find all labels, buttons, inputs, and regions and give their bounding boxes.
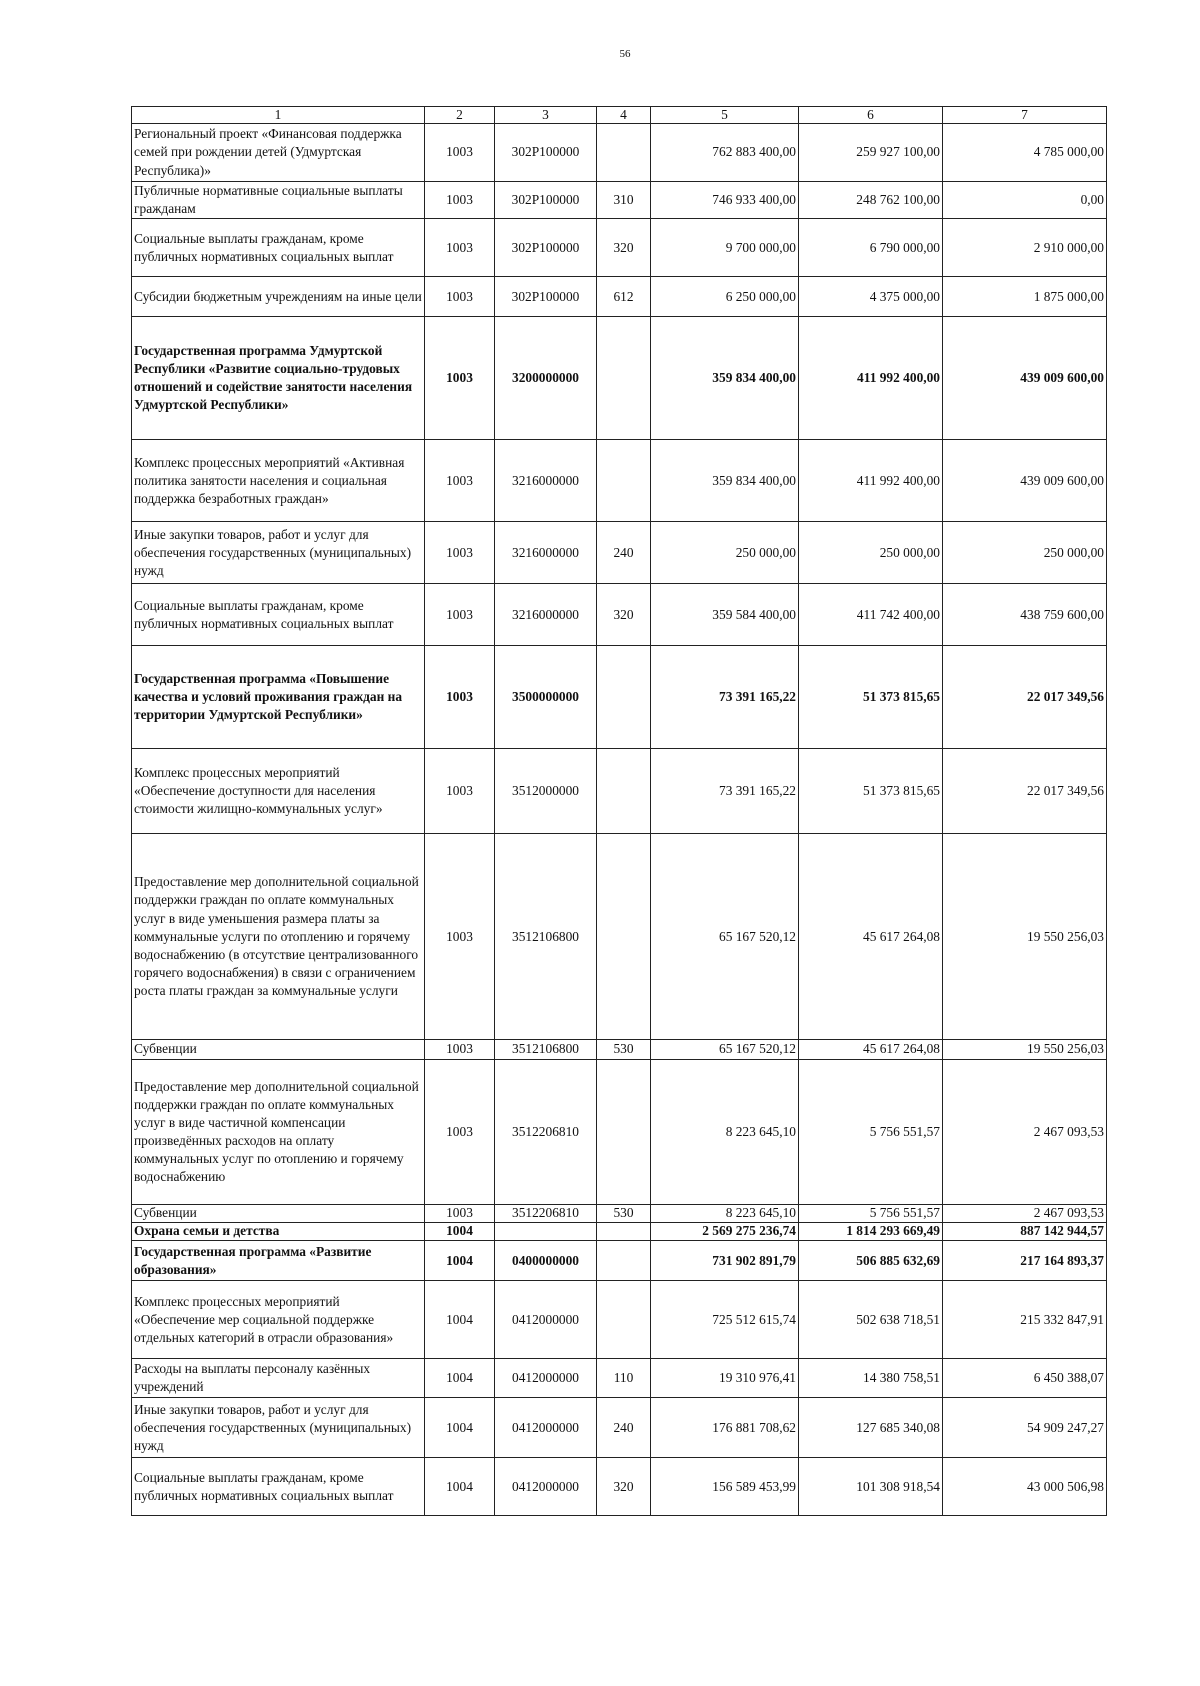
row-amount-col7: 439 009 600,00 bbox=[943, 317, 1107, 440]
row-section-code: 1003 bbox=[425, 182, 495, 219]
row-name: Публичные нормативные социальные выплаты гражданам bbox=[132, 182, 425, 219]
row-section-code: 1003 bbox=[425, 749, 495, 834]
row-amount-col6: 248 762 100,00 bbox=[799, 182, 943, 219]
row-expense-type bbox=[597, 440, 651, 522]
row-name: Государственная программа «Повышение качества и условий проживания граждан на территории Удмуртской Республики» bbox=[132, 646, 425, 749]
row-expense-type bbox=[597, 1241, 651, 1281]
row-section-code: 1003 bbox=[425, 646, 495, 749]
row-target-code: 3512206810 bbox=[495, 1060, 597, 1205]
row-amount-col6: 101 308 918,54 bbox=[799, 1458, 943, 1516]
row-name: Государственная программа «Развитие образования» bbox=[132, 1241, 425, 1281]
row-amount-col6: 4 375 000,00 bbox=[799, 277, 943, 317]
row-amount-col7: 22 017 349,56 bbox=[943, 749, 1107, 834]
row-amount-col6: 51 373 815,65 bbox=[799, 749, 943, 834]
row-name: Региональный проект «Финансовая поддержка семей при рождении детей (Удмуртская Республика)» bbox=[132, 124, 425, 182]
table-row bbox=[132, 584, 1107, 646]
row-expense-type bbox=[597, 1223, 651, 1241]
column-header: 6 bbox=[799, 107, 943, 124]
row-section-code: 1004 bbox=[425, 1458, 495, 1516]
row-amount-col7: 1 875 000,00 bbox=[943, 277, 1107, 317]
table-row bbox=[132, 124, 1107, 182]
row-amount-col6: 51 373 815,65 bbox=[799, 646, 943, 749]
table-row bbox=[132, 1205, 1107, 1223]
row-amount-col5: 2 569 275 236,74 bbox=[651, 1223, 799, 1241]
table-row bbox=[132, 1281, 1107, 1359]
row-section-code: 1003 bbox=[425, 834, 495, 1040]
row-amount-col7: 2 467 093,53 bbox=[943, 1060, 1107, 1205]
row-amount-col5: 65 167 520,12 bbox=[651, 834, 799, 1040]
row-expense-type: 110 bbox=[597, 1359, 651, 1398]
row-target-code: 3500000000 bbox=[495, 646, 597, 749]
row-amount-col6: 45 617 264,08 bbox=[799, 1040, 943, 1060]
row-amount-col6: 45 617 264,08 bbox=[799, 834, 943, 1040]
row-name: Комплекс процессных мероприятий «Активная политика занятости населения и социальная поддержка безработных граждан» bbox=[132, 440, 425, 522]
row-expense-type bbox=[597, 834, 651, 1040]
table-row bbox=[132, 1060, 1107, 1205]
row-target-code: 0400000000 bbox=[495, 1241, 597, 1281]
table-row bbox=[132, 317, 1107, 440]
row-section-code: 1003 bbox=[425, 1060, 495, 1205]
row-amount-col5: 65 167 520,12 bbox=[651, 1040, 799, 1060]
table-row bbox=[132, 1223, 1107, 1241]
row-target-code: 3512000000 bbox=[495, 749, 597, 834]
row-amount-col7: 217 164 893,37 bbox=[943, 1241, 1107, 1281]
row-target-code: 0412000000 bbox=[495, 1398, 597, 1458]
row-name: Социальные выплаты гражданам, кроме публичных нормативных социальных выплат bbox=[132, 1458, 425, 1516]
row-name: Предоставление мер дополнительной социальной поддержки граждан по оплате коммунальных услуг в виде уменьшения размера платы за коммунальные услуги по отоплению и горячему водоснабжению (в отсутствие централизованного горячего водоснабжения) в связи с ограничением роста платы граждан за коммунальные услуги bbox=[132, 834, 425, 1040]
row-amount-col6: 502 638 718,51 bbox=[799, 1281, 943, 1359]
row-amount-col7: 2 910 000,00 bbox=[943, 219, 1107, 277]
row-amount-col6: 411 742 400,00 bbox=[799, 584, 943, 646]
row-target-code: 3216000000 bbox=[495, 440, 597, 522]
row-amount-col7: 250 000,00 bbox=[943, 522, 1107, 584]
table-row bbox=[132, 646, 1107, 749]
row-target-code: 302P100000 bbox=[495, 182, 597, 219]
row-amount-col6: 14 380 758,51 bbox=[799, 1359, 943, 1398]
row-name: Субвенции bbox=[132, 1040, 425, 1060]
row-section-code: 1003 bbox=[425, 522, 495, 584]
row-section-code: 1003 bbox=[425, 219, 495, 277]
row-target-code: 3216000000 bbox=[495, 584, 597, 646]
row-section-code: 1003 bbox=[425, 277, 495, 317]
row-amount-col5: 19 310 976,41 bbox=[651, 1359, 799, 1398]
table-row bbox=[132, 1458, 1107, 1516]
row-amount-col7: 215 332 847,91 bbox=[943, 1281, 1107, 1359]
table-row bbox=[132, 1359, 1107, 1398]
row-target-code: 0412000000 bbox=[495, 1359, 597, 1398]
row-amount-col5: 250 000,00 bbox=[651, 522, 799, 584]
row-amount-col5: 359 584 400,00 bbox=[651, 584, 799, 646]
row-target-code: 302P100000 bbox=[495, 219, 597, 277]
row-amount-col5: 762 883 400,00 bbox=[651, 124, 799, 182]
row-name: Расходы на выплаты персоналу казённых учреждений bbox=[132, 1359, 425, 1398]
row-amount-col5: 73 391 165,22 bbox=[651, 646, 799, 749]
row-section-code: 1003 bbox=[425, 584, 495, 646]
row-amount-col6: 5 756 551,57 bbox=[799, 1205, 943, 1223]
row-section-code: 1003 bbox=[425, 124, 495, 182]
row-amount-col5: 6 250 000,00 bbox=[651, 277, 799, 317]
row-name: Предоставление мер дополнительной социальной поддержки граждан по оплате коммунальных услуг в виде частичной компенсации произведённых расходов на оплату коммунальных услуг по отоплению и горячему водоснабжению bbox=[132, 1060, 425, 1205]
row-amount-col5: 725 512 615,74 bbox=[651, 1281, 799, 1359]
row-target-code: 302P100000 bbox=[495, 277, 597, 317]
row-expense-type: 310 bbox=[597, 182, 651, 219]
row-amount-col7: 4 785 000,00 bbox=[943, 124, 1107, 182]
row-amount-col7: 19 550 256,03 bbox=[943, 1040, 1107, 1060]
table-row bbox=[132, 219, 1107, 277]
column-number-row bbox=[132, 107, 1107, 124]
row-expense-type bbox=[597, 1060, 651, 1205]
row-section-code: 1004 bbox=[425, 1241, 495, 1281]
table-row bbox=[132, 1398, 1107, 1458]
table-row bbox=[132, 277, 1107, 317]
row-amount-col5: 9 700 000,00 bbox=[651, 219, 799, 277]
row-target-code: 3512106800 bbox=[495, 834, 597, 1040]
row-target-code: 3512206810 bbox=[495, 1205, 597, 1223]
row-amount-col5: 731 902 891,79 bbox=[651, 1241, 799, 1281]
row-name: Иные закупки товаров, работ и услуг для обеспечения государственных (муниципальных) нужд bbox=[132, 522, 425, 584]
row-amount-col7: 2 467 093,53 bbox=[943, 1205, 1107, 1223]
row-name: Субвенции bbox=[132, 1205, 425, 1223]
row-expense-type: 320 bbox=[597, 219, 651, 277]
column-header: 7 bbox=[943, 107, 1107, 124]
row-expense-type bbox=[597, 749, 651, 834]
row-amount-col7: 19 550 256,03 bbox=[943, 834, 1107, 1040]
row-amount-col5: 176 881 708,62 bbox=[651, 1398, 799, 1458]
row-expense-type: 240 bbox=[597, 1398, 651, 1458]
row-expense-type bbox=[597, 646, 651, 749]
row-name: Комплекс процессных мероприятий «Обеспечение мер социальной поддержке отдельных категорий в отрасли образования» bbox=[132, 1281, 425, 1359]
row-amount-col6: 5 756 551,57 bbox=[799, 1060, 943, 1205]
row-expense-type bbox=[597, 124, 651, 182]
row-amount-col7: 6 450 388,07 bbox=[943, 1359, 1107, 1398]
row-amount-col6: 1 814 293 669,49 bbox=[799, 1223, 943, 1241]
row-target-code: 0412000000 bbox=[495, 1458, 597, 1516]
table-row bbox=[132, 749, 1107, 834]
row-section-code: 1004 bbox=[425, 1398, 495, 1458]
row-expense-type bbox=[597, 317, 651, 440]
row-amount-col6: 259 927 100,00 bbox=[799, 124, 943, 182]
row-amount-col6: 411 992 400,00 bbox=[799, 317, 943, 440]
row-amount-col7: 22 017 349,56 bbox=[943, 646, 1107, 749]
row-expense-type: 530 bbox=[597, 1205, 651, 1223]
row-expense-type bbox=[597, 1281, 651, 1359]
row-amount-col5: 359 834 400,00 bbox=[651, 317, 799, 440]
row-section-code: 1004 bbox=[425, 1281, 495, 1359]
row-amount-col5: 359 834 400,00 bbox=[651, 440, 799, 522]
row-amount-col7: 887 142 944,57 bbox=[943, 1223, 1107, 1241]
column-header: 4 bbox=[597, 107, 651, 124]
row-target-code bbox=[495, 1223, 597, 1241]
row-amount-col6: 6 790 000,00 bbox=[799, 219, 943, 277]
row-amount-col6: 127 685 340,08 bbox=[799, 1398, 943, 1458]
row-amount-col5: 8 223 645,10 bbox=[651, 1060, 799, 1205]
column-header: 5 bbox=[651, 107, 799, 124]
budget-table bbox=[131, 106, 1107, 1516]
row-section-code: 1004 bbox=[425, 1359, 495, 1398]
table-row bbox=[132, 440, 1107, 522]
page-number: 56 bbox=[619, 48, 631, 60]
row-target-code: 302P100000 bbox=[495, 124, 597, 182]
column-header: 1 bbox=[132, 107, 425, 124]
row-name: Государственная программа Удмуртской Республики «Развитие социально-трудовых отношений и содействие занятости населения Удмуртской Республики» bbox=[132, 317, 425, 440]
row-expense-type: 320 bbox=[597, 584, 651, 646]
row-amount-col5: 746 933 400,00 bbox=[651, 182, 799, 219]
row-expense-type: 530 bbox=[597, 1040, 651, 1060]
row-section-code: 1004 bbox=[425, 1223, 495, 1241]
row-name: Иные закупки товаров, работ и услуг для обеспечения государственных (муниципальных) нужд bbox=[132, 1398, 425, 1458]
row-section-code: 1003 bbox=[425, 1040, 495, 1060]
table-row bbox=[132, 1241, 1107, 1281]
row-name: Комплекс процессных мероприятий «Обеспечение доступности для населения стоимости жилищно-коммунальных услуг» bbox=[132, 749, 425, 834]
row-name: Охрана семьи и детства bbox=[132, 1223, 425, 1241]
row-amount-col6: 250 000,00 bbox=[799, 522, 943, 584]
row-expense-type: 320 bbox=[597, 1458, 651, 1516]
row-amount-col5: 8 223 645,10 bbox=[651, 1205, 799, 1223]
row-section-code: 1003 bbox=[425, 317, 495, 440]
table-row bbox=[132, 182, 1107, 219]
row-amount-col7: 54 909 247,27 bbox=[943, 1398, 1107, 1458]
row-amount-col7: 439 009 600,00 bbox=[943, 440, 1107, 522]
row-section-code: 1003 bbox=[425, 440, 495, 522]
row-amount-col7: 0,00 bbox=[943, 182, 1107, 219]
table-row bbox=[132, 834, 1107, 1040]
row-target-code: 0412000000 bbox=[495, 1281, 597, 1359]
row-name: Социальные выплаты гражданам, кроме публичных нормативных социальных выплат bbox=[132, 584, 425, 646]
column-header: 3 bbox=[495, 107, 597, 124]
row-section-code: 1003 bbox=[425, 1205, 495, 1223]
row-target-code: 3200000000 bbox=[495, 317, 597, 440]
column-header: 2 bbox=[425, 107, 495, 124]
row-amount-col6: 411 992 400,00 bbox=[799, 440, 943, 522]
row-amount-col7: 43 000 506,98 bbox=[943, 1458, 1107, 1516]
row-amount-col5: 156 589 453,99 bbox=[651, 1458, 799, 1516]
table-row bbox=[132, 1040, 1107, 1060]
row-amount-col6: 506 885 632,69 bbox=[799, 1241, 943, 1281]
row-target-code: 3216000000 bbox=[495, 522, 597, 584]
row-amount-col7: 438 759 600,00 bbox=[943, 584, 1107, 646]
row-expense-type: 612 bbox=[597, 277, 651, 317]
row-target-code: 3512106800 bbox=[495, 1040, 597, 1060]
table-row bbox=[132, 522, 1107, 584]
row-name: Субсидии бюджетным учреждениям на иные цели bbox=[132, 277, 425, 317]
row-amount-col5: 73 391 165,22 bbox=[651, 749, 799, 834]
table-body bbox=[132, 124, 1107, 1516]
row-expense-type: 240 bbox=[597, 522, 651, 584]
row-name: Социальные выплаты гражданам, кроме публичных нормативных социальных выплат bbox=[132, 219, 425, 277]
